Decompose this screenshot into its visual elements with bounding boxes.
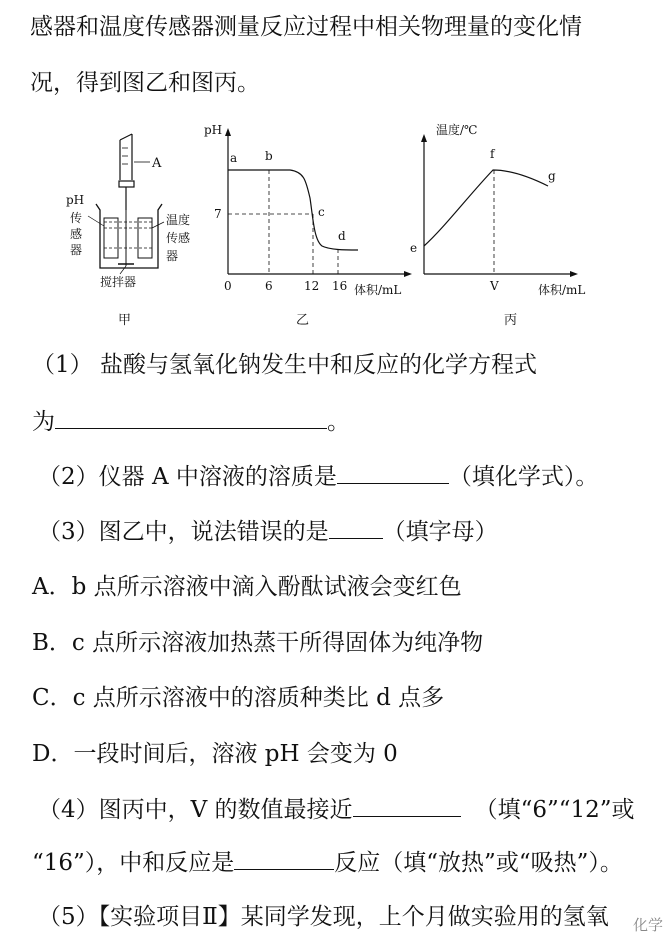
caption-jia: 甲 [118, 313, 132, 328]
figure-yi-chart [204, 123, 412, 328]
q1-prefix: 为 [32, 409, 55, 435]
q2-prompt: （2）仪器 A 中溶液的溶质是 [38, 464, 337, 490]
yi-xtick-16: 16 [332, 279, 348, 293]
yi-xtick-12: 12 [304, 279, 320, 293]
q4-hint-1: （填“6”“12”或 [474, 797, 635, 823]
watermark: 化学 [630, 913, 666, 936]
yi-ylabel: pH [204, 123, 223, 137]
label-ph-sensor-2: 感 [70, 227, 83, 241]
q3-prompt: （3）图乙中，说法错误的是 [38, 519, 329, 545]
q2-line [38, 461, 598, 492]
figure-jia-apparatus [66, 134, 190, 328]
caption-bing: 丙 [504, 313, 518, 328]
figure-bing-chart [410, 122, 585, 328]
option-B: B．c 点所示溶液加热蒸干所得固体为纯净物 [32, 630, 484, 656]
bing-point-g: g [548, 169, 556, 183]
label-ph-sensor-1: 传 [70, 211, 83, 225]
yi-point-c: c [318, 205, 325, 219]
yi-point-b: b [265, 149, 273, 163]
q4-v-answer-blank[interactable] [353, 794, 461, 817]
q1-line-b [32, 406, 350, 437]
label-stirrer: 搅拌器 [100, 275, 137, 289]
yi-xlabel: 体积/mL [354, 283, 402, 297]
q4-reaction-blank[interactable] [234, 847, 334, 870]
yi-xtick-0: 0 [224, 279, 232, 293]
q2-answer-blank[interactable] [337, 461, 449, 484]
bing-xlabel: 体积/mL [538, 283, 586, 297]
label-ph-sensor-3: 器 [70, 243, 83, 257]
q1-line-a: （1） 盐酸与氢氧化钠发生中和反应的化学方程式 [32, 352, 537, 378]
label-temp-sensor-3: 器 [166, 249, 179, 263]
q2-hint: （填化学式）。 [448, 464, 599, 490]
label-temp-sensor-2: 传感 [166, 231, 191, 245]
intro-line-2: 况，得到图乙和图丙。 [30, 70, 260, 96]
q4-line-2 [32, 847, 623, 878]
option-D: D．一段时间后，溶液 pH 会变为 0 [32, 741, 398, 767]
bing-xtick-V: V [490, 279, 499, 293]
label-temp-sensor-1: 温度 [166, 213, 191, 227]
experiment-figures [0, 118, 670, 338]
yi-point-a: a [230, 151, 238, 165]
option-C: C．c 点所示溶液中的溶质种类比 d 点多 [32, 685, 445, 711]
q4-line-1 [38, 794, 635, 825]
bing-point-e: e [410, 241, 418, 255]
yi-ytick-7: 7 [214, 207, 222, 221]
bing-temp-curve [424, 170, 548, 246]
q5-line: （5）【实验项目Ⅱ】某同学发现，上个月做实验用的氢氧 [38, 904, 609, 930]
yi-xtick-6: 6 [265, 279, 273, 293]
q4-part2: “16”），中和反应是 [32, 850, 235, 876]
caption-yi: 乙 [296, 313, 310, 328]
label-A: A [152, 156, 162, 171]
q4-prompt: （4）图丙中，V 的数值最接近 [38, 797, 353, 823]
q4-hint-2: 反应（填“放热”或“吸热”）。 [334, 850, 623, 876]
q1-answer-blank[interactable] [55, 406, 327, 429]
q3-line [38, 516, 498, 547]
bing-ylabel: 温度/℃ [436, 123, 478, 137]
q1-suffix: 。 [327, 409, 350, 435]
q3-hint: （填字母） [382, 519, 498, 545]
option-A: A．b 点所示溶液中滴入酚酞试液会变红色 [32, 574, 462, 600]
label-ph: pH [66, 193, 85, 207]
bing-point-f: f [490, 147, 495, 161]
yi-point-d: d [338, 229, 346, 243]
intro-line-1: 感器和温度传感器测量反应过程中相关物理量的变化情 [30, 14, 582, 40]
q3-answer-blank[interactable] [329, 516, 383, 539]
